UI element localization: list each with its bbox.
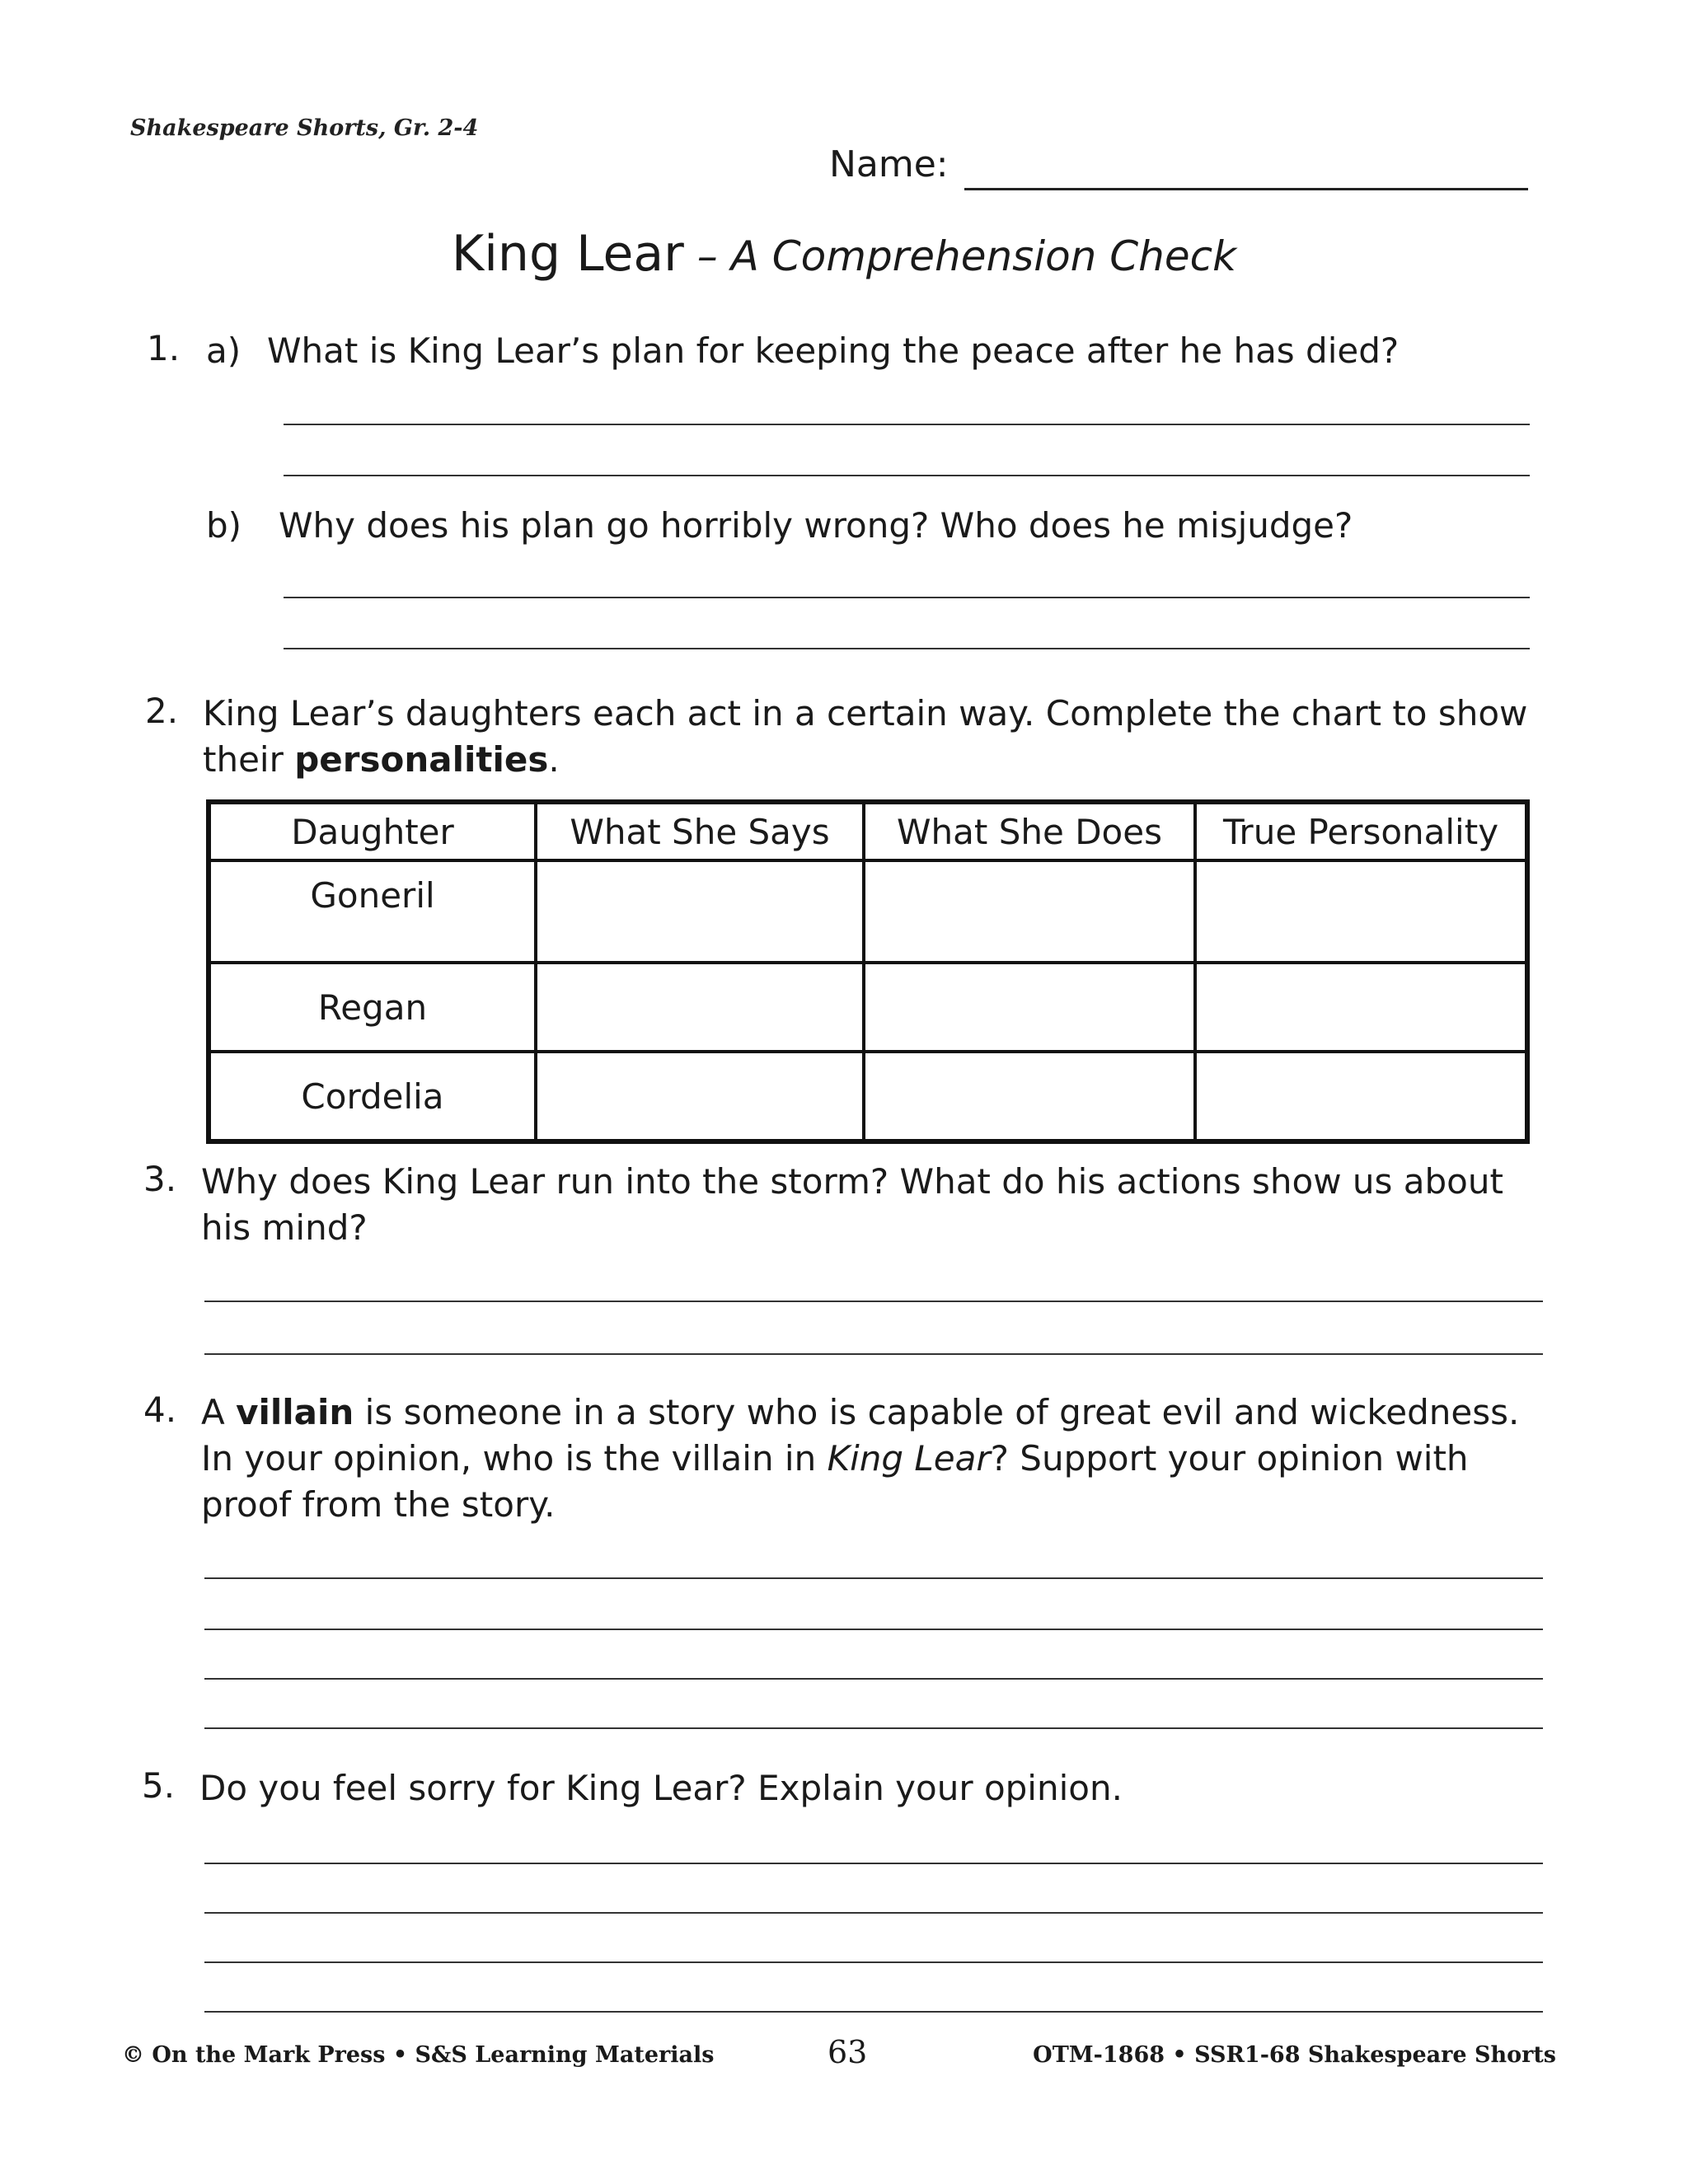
personality-chart — [206, 799, 1530, 1144]
q4-number: 4. — [143, 1390, 177, 1430]
chart-header-says: What She Says — [536, 802, 864, 860]
q4-answer-line-2[interactable] — [204, 1629, 1543, 1630]
q5-answer-line-3[interactable] — [204, 1961, 1543, 1963]
q1b-answer-line-2[interactable] — [284, 648, 1530, 649]
q4-text-end: ? Support your opinion with proof from the story. — [201, 1438, 1469, 1525]
q5-number: 5. — [142, 1765, 176, 1806]
q1b-text: Why does his plan go horribly wrong? Who does he misjudge? — [279, 505, 1353, 546]
q2-keyword: personalities — [294, 739, 549, 780]
chart-header-daughter: Daughter — [209, 802, 536, 860]
chart-header-does: What She Does — [864, 802, 1195, 860]
chart-header-row — [209, 802, 1527, 860]
q1-number: 1. — [147, 328, 181, 368]
q2-text-start: King Lear’s daughters each act in a certain way. Complete the chart to show their — [203, 693, 1528, 780]
q2-text — [203, 691, 1554, 783]
q4-answer-line-3[interactable] — [204, 1678, 1543, 1680]
chart-cell-goneril-personality[interactable] — [1195, 860, 1527, 963]
name-label: Name: — [829, 143, 949, 185]
q2-text-end: . — [548, 739, 560, 780]
title-dash: – — [683, 232, 731, 280]
q1b-label: b) — [206, 505, 242, 546]
q4-text-mid: is someone in a story who is capable of great evil and wickedness. In your opinion, who is the villain in — [201, 1392, 1520, 1479]
chart-daughter-cordelia: Cordelia — [209, 1052, 536, 1141]
q1b-answer-line-1[interactable] — [284, 597, 1530, 598]
q1a-text: What is King Lear’s plan for keeping the peace after he has died? — [267, 330, 1400, 371]
chart-daughter-regan: Regan — [209, 963, 536, 1052]
q5-answer-line-4[interactable] — [204, 2011, 1543, 2013]
q2-number: 2. — [145, 691, 179, 731]
footer-product-code: OTM-1868 • SSR1-68 Shakespeare Shorts — [1033, 2042, 1556, 2068]
chart-row — [209, 963, 1527, 1052]
chart-cell-cordelia-says[interactable] — [536, 1052, 864, 1141]
title-subtitle: A Comprehension Check — [730, 232, 1237, 280]
title-main: King Lear — [451, 225, 684, 283]
chart-cell-regan-does[interactable] — [864, 963, 1195, 1052]
chart-cell-regan-personality[interactable] — [1195, 963, 1527, 1052]
chart-cell-goneril-does[interactable] — [864, 860, 1195, 963]
q4-text-start: A — [201, 1392, 237, 1432]
q1a-label: a) — [206, 330, 241, 371]
name-answer-line[interactable] — [964, 188, 1528, 190]
q5-answer-line-1[interactable] — [204, 1863, 1543, 1864]
chart-row — [209, 1052, 1527, 1141]
q3-answer-line-1[interactable] — [204, 1301, 1543, 1302]
q3-text: Why does King Lear run into the storm? What do his actions show us about his mind? — [201, 1161, 1503, 1248]
q4-text — [201, 1390, 1553, 1528]
q5-answer-line-2[interactable] — [204, 1912, 1543, 1914]
q4-answer-line-1[interactable] — [204, 1577, 1543, 1579]
page-title — [0, 224, 1688, 286]
q1a-answer-line-2[interactable] — [284, 475, 1530, 476]
q4-keyword: villain — [236, 1392, 354, 1432]
q3-answer-line-2[interactable] — [204, 1353, 1543, 1355]
footer-publisher: © On the Mark Press • S&S Learning Materials — [122, 2042, 715, 2068]
q4-play-title: King Lear — [827, 1438, 991, 1479]
page-number: 63 — [828, 2034, 868, 2070]
q5-text: Do you feel sorry for King Lear? Explain your opinion. — [199, 1768, 1123, 1808]
chart-cell-goneril-says[interactable] — [536, 860, 864, 963]
chart-cell-cordelia-personality[interactable] — [1195, 1052, 1527, 1141]
chart-cell-cordelia-does[interactable] — [864, 1052, 1195, 1141]
chart-row — [209, 860, 1527, 963]
q3-number: 3. — [143, 1159, 177, 1199]
q1a-answer-line-1[interactable] — [284, 424, 1530, 425]
q4-answer-line-4[interactable] — [204, 1727, 1543, 1729]
series-title: Shakespeare Shorts, Gr. 2-4 — [130, 115, 479, 141]
chart-cell-regan-says[interactable] — [536, 963, 864, 1052]
chart-header-personality: True Personality — [1195, 802, 1527, 860]
chart-daughter-goneril: Goneril — [209, 860, 536, 963]
